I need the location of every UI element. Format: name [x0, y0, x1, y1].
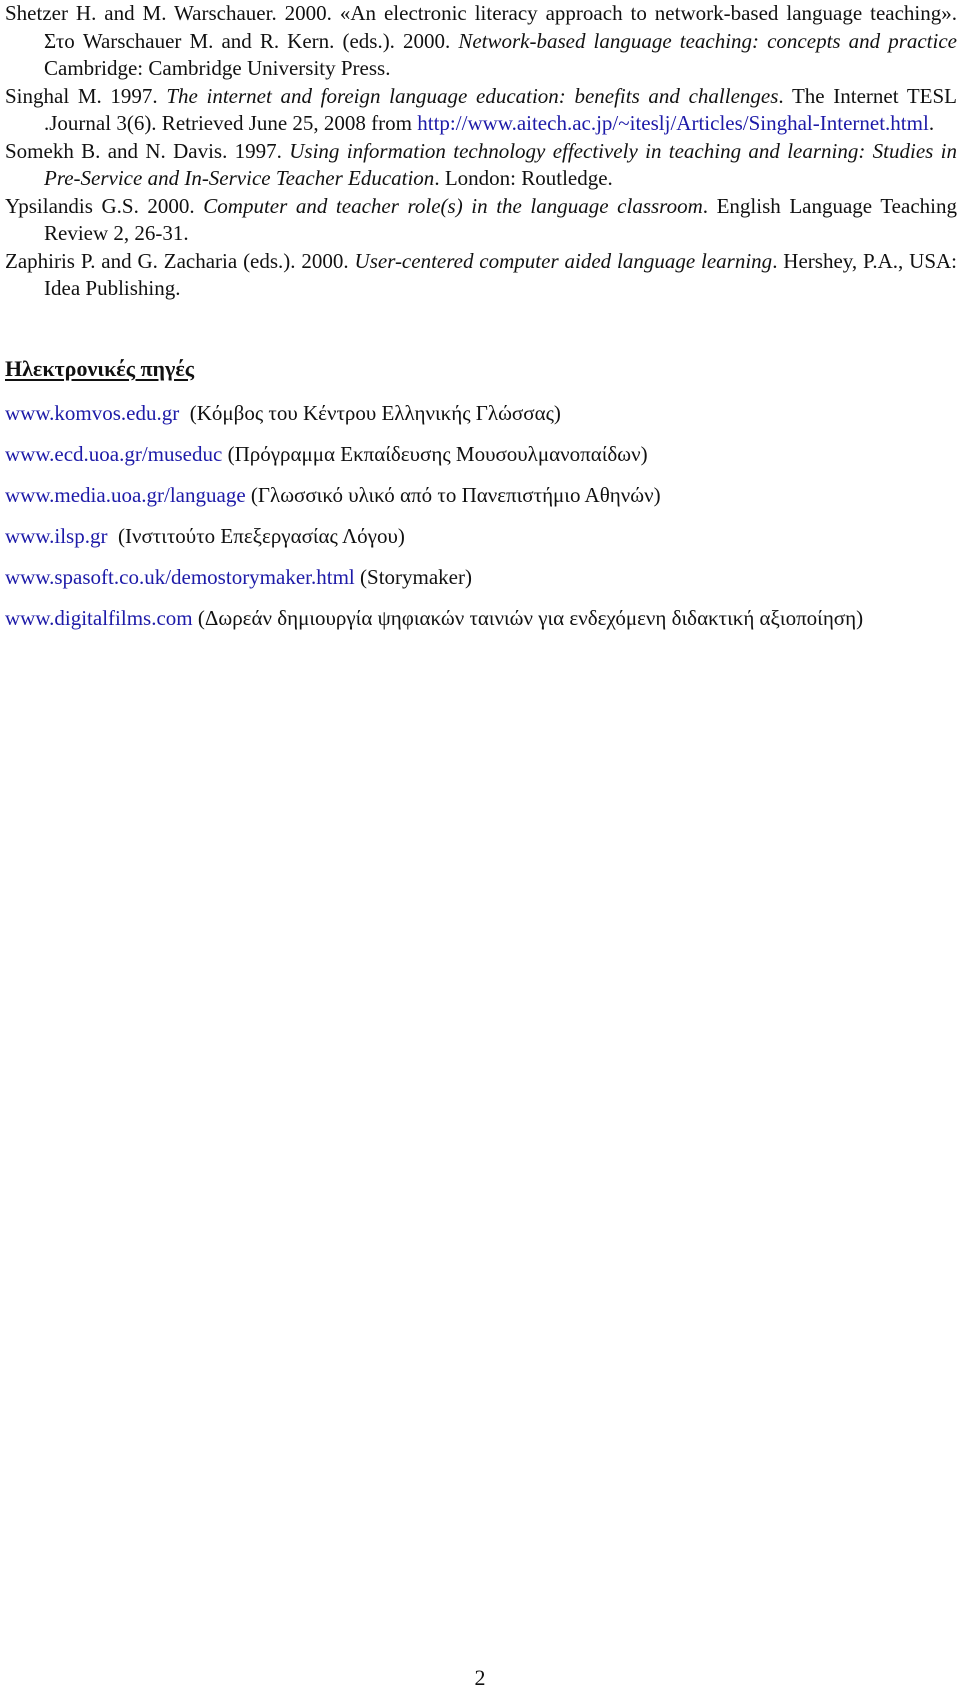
reference-title: The internet and foreign language education: benefits and challenges [166, 83, 779, 108]
source-link[interactable]: www.ilsp.gr [5, 524, 108, 548]
reference-text: Singhal M. 1997. [5, 83, 167, 108]
reference-text: . English Language Teaching Review 2, 26-31. [44, 193, 957, 245]
source-description: (Κόμβος του Κέντρου Ελληνικής Γλώσσας) [179, 401, 561, 425]
source-link[interactable]: www.spasoft.co.uk/demostorymaker.html [5, 565, 355, 589]
reference-entry-zaphiris [5, 248, 957, 303]
reference-link[interactable]: http://www.aitech.ac.jp/~iteslj/Articles/Singhal-Internet.html [417, 111, 929, 135]
reference-text: . London: Routledge. [434, 166, 613, 190]
reference-text: Somekh B. and N. Davis. 1997. [5, 138, 290, 163]
reference-text: . Hershey, P.A., USA: Idea Publishing. [44, 248, 957, 300]
list-item [5, 400, 957, 427]
reference-entry-somekh [5, 138, 957, 193]
reference-entry-ypsilandis [5, 193, 957, 248]
source-link[interactable]: www.digitalfilms.com [5, 606, 193, 630]
list-item [5, 605, 957, 632]
reference-text: . [928, 111, 935, 135]
reference-text: Shetzer H. and M. Warschauer. 2000. «An electronic literacy approach to network-based language teaching». Στο Warschauer M. and R. Kern. (eds.). 2000. [5, 1, 957, 53]
reference-title: Computer and teacher role(s) in the language classroom [203, 193, 703, 218]
section-heading-electronic-sources: Ηλεκτρονικές πηγές [5, 356, 195, 381]
reference-title: Network-based language teaching: concepts and practice [458, 28, 957, 53]
source-link[interactable]: www.komvos.edu.gr [5, 401, 180, 425]
reference-title: Using information technology effectively in teaching and learning: Studies in Pre-Service and In-Service Teacher Education [44, 138, 958, 190]
page-number: 2 [474, 1665, 486, 1690]
list-item [5, 482, 957, 509]
source-description: (Πρόγραμμα Εκπαίδευσης Μουσουλμανοπαίδων) [222, 442, 648, 466]
reference-entry-shetzer [5, 0, 957, 83]
list-item [5, 441, 957, 468]
list-item [5, 523, 957, 550]
source-description: (Δωρεάν δημιουργία ψηφιακών ταινιών για ενδεχόμενη διδακτική αξιοποίηση) [192, 606, 864, 630]
reference-text: Cambridge: Cambridge University Press. [44, 56, 391, 80]
reference-entry-singhal [5, 83, 957, 138]
reference-text: Ypsilandis G.S. 2000. [5, 193, 204, 218]
source-description: (Ινστιτούτο Επεξεργασίας Λόγου) [107, 524, 405, 548]
reference-text: . The Internet TESL .Journal 3(6). Retrieved June 25, 2008 from [44, 83, 957, 135]
source-description: (Γλωσσικό υλικό από το Πανεπιστήμιο Αθηνών) [245, 483, 661, 507]
reference-text: Zaphiris P. and G. Zacharia (eds.). 2000. [5, 248, 355, 273]
reference-title: User-centered computer aided language learning [354, 248, 773, 273]
electronic-sources-list [5, 400, 957, 646]
list-item [5, 564, 957, 591]
bibliography-list [5, 0, 957, 303]
source-link[interactable]: www.media.uoa.gr/language [5, 483, 246, 507]
source-description: (Storymaker) [354, 565, 472, 589]
source-link[interactable]: www.ecd.uoa.gr/museduc [5, 442, 223, 466]
